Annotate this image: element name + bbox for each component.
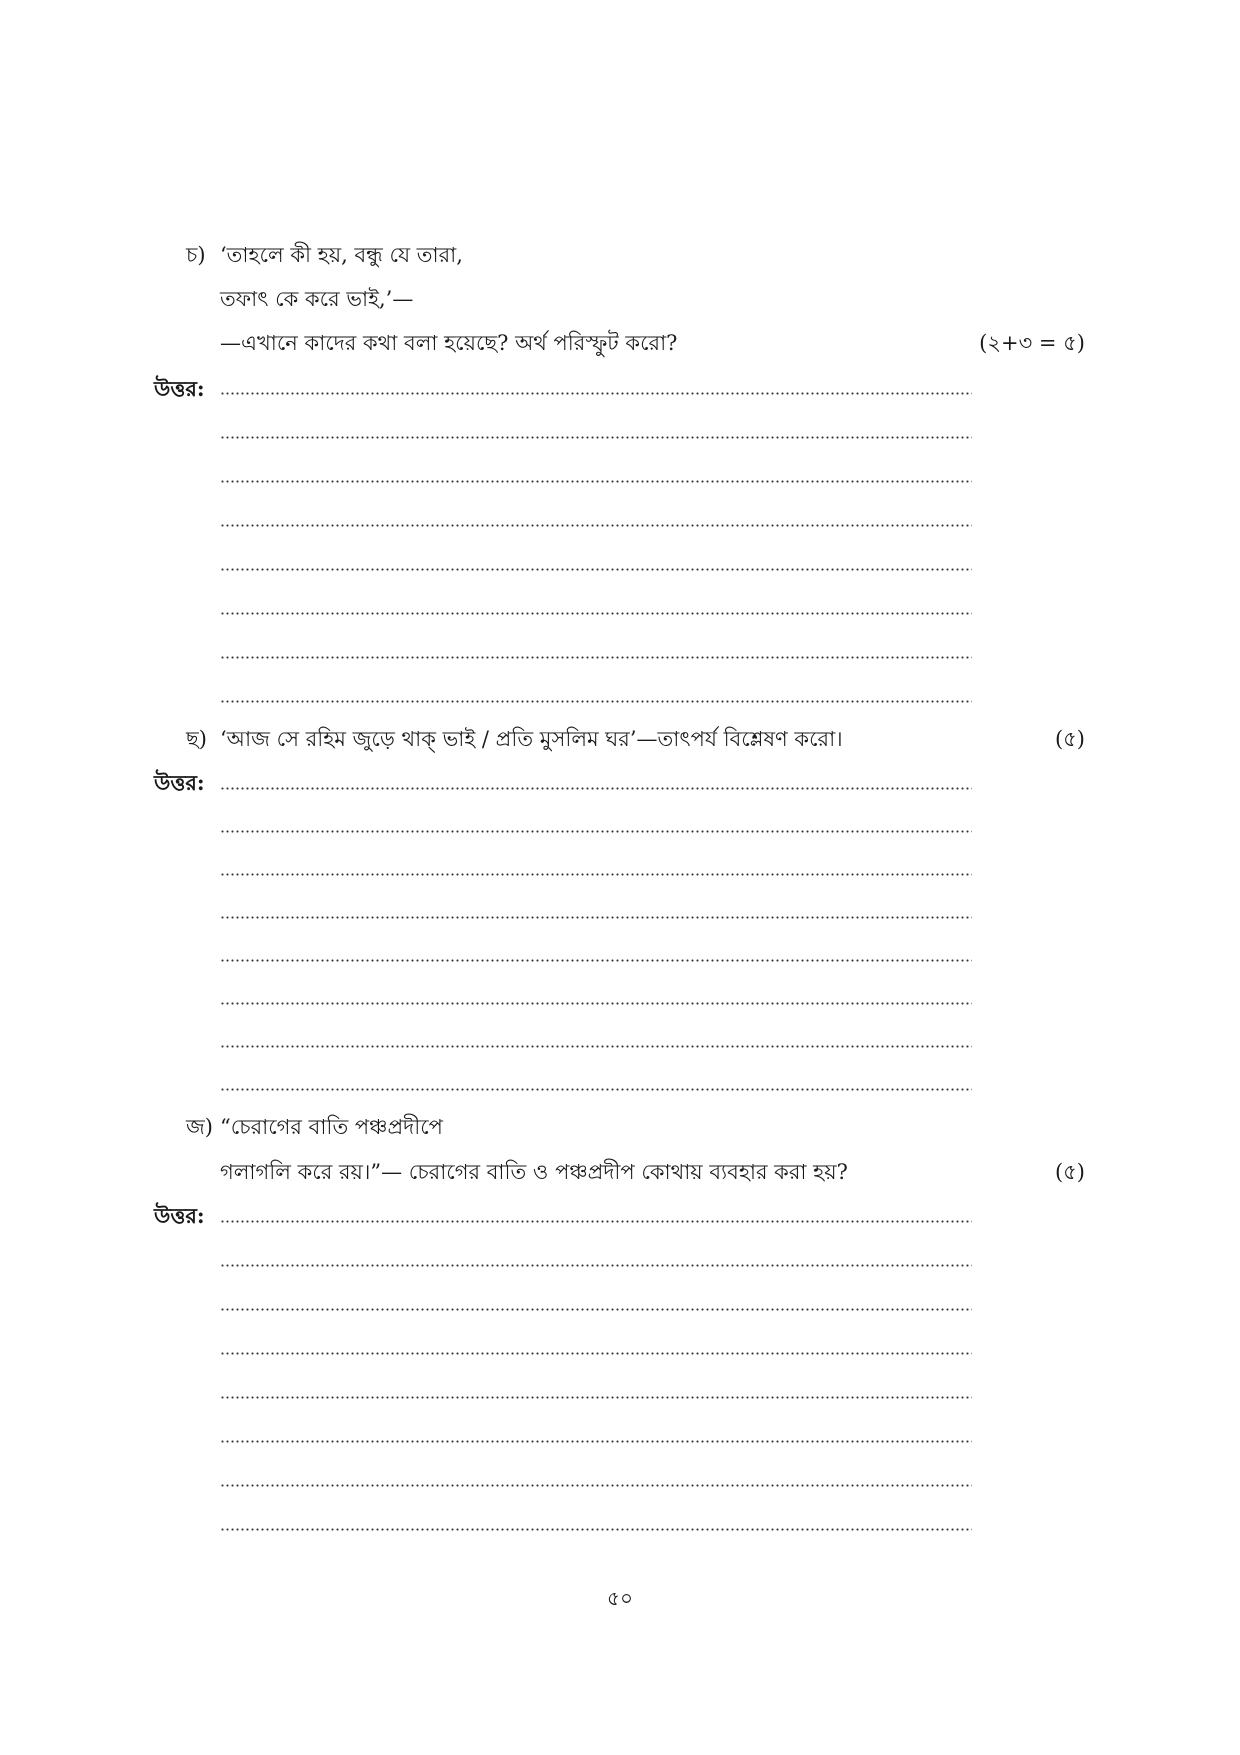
answer-line[interactable] bbox=[220, 568, 972, 571]
answer-label-chha: উত্তর: bbox=[154, 770, 205, 795]
question-chha-line-1: ‘আজ সে রহিম জুড়ে থাক্ ভাই / প্রতি মুসলিম ঘর’—তাৎপর্য বিশ্লেষণ করো। bbox=[220, 727, 843, 751]
question-cha-line-3: —এখানে কাদের কথা বলা হয়েছে? অর্থ পরিস্ফুট করো? bbox=[220, 331, 678, 355]
page-number: ৫০ bbox=[607, 1586, 633, 1610]
answer-line[interactable] bbox=[220, 1440, 972, 1443]
question-cha-line-2: তফাৎ কে করে ভাই,’— bbox=[220, 287, 414, 311]
answer-line[interactable] bbox=[220, 959, 972, 962]
answer-line[interactable] bbox=[220, 916, 972, 919]
question-label-cha: চ) bbox=[186, 243, 206, 267]
answer-line[interactable] bbox=[220, 480, 972, 483]
question-cha-line-1: ‘তাহলে কী হয়, বন্ধু যে তারা, bbox=[220, 243, 463, 267]
answer-line[interactable] bbox=[220, 1308, 972, 1311]
answer-label-ja: উত্তর: bbox=[154, 1203, 205, 1228]
answer-line[interactable] bbox=[220, 830, 972, 833]
answer-line[interactable] bbox=[220, 1396, 972, 1399]
answer-line[interactable] bbox=[220, 1528, 972, 1531]
answer-line[interactable] bbox=[220, 656, 972, 659]
answer-line[interactable] bbox=[220, 1484, 972, 1487]
answer-line[interactable] bbox=[220, 1352, 972, 1355]
question-chha-marks: (৫) bbox=[1054, 727, 1085, 751]
answer-line[interactable] bbox=[220, 700, 972, 703]
answer-label-cha: উত্তর: bbox=[154, 376, 205, 401]
question-label-chha: ছ) bbox=[186, 727, 207, 751]
answer-line[interactable] bbox=[220, 873, 972, 876]
answer-line[interactable] bbox=[220, 1264, 972, 1267]
answer-line[interactable] bbox=[220, 524, 972, 527]
question-ja-line-2: গলাগলি করে রয়।”— চেরাগের বাতি ও পঞ্চপ্রদীপ কোথায় ব্যবহার করা হয়? bbox=[220, 1160, 848, 1184]
answer-line[interactable] bbox=[220, 392, 972, 395]
answer-line[interactable] bbox=[220, 1045, 972, 1048]
question-cha-marks: (২+৩ = ৫) bbox=[979, 331, 1085, 355]
question-ja-line-1: “চেরাগের বাতি পঞ্চপ্রদীপে bbox=[220, 1115, 443, 1139]
answer-line[interactable] bbox=[220, 612, 972, 615]
answer-line[interactable] bbox=[220, 787, 972, 790]
answer-line[interactable] bbox=[220, 1002, 972, 1005]
answer-line[interactable] bbox=[220, 1088, 972, 1091]
question-ja-marks: (৫) bbox=[1054, 1160, 1085, 1184]
answer-line[interactable] bbox=[220, 1220, 972, 1223]
answer-line[interactable] bbox=[220, 436, 972, 439]
question-label-ja: জ) bbox=[186, 1115, 213, 1139]
